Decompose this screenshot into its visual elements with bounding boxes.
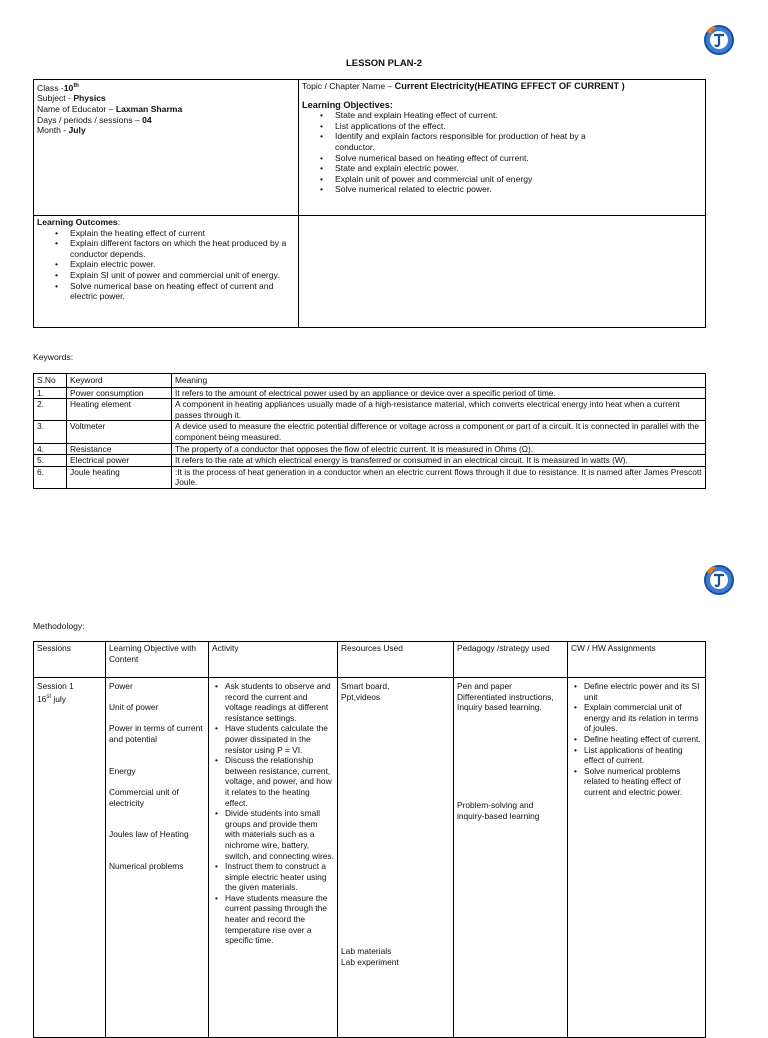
school-logo-icon [701,22,735,56]
objective-item: • Identify and explain factors responsible for production of heat by a conductor. [302,131,702,152]
assignment-item: • Explain commercial unit of energy and its relation in terms of joules. [571,702,702,734]
assignments-list [571,681,702,798]
activity-item: • Have students measure the current passing through the heater and record the temperature rise over a specific time. [212,893,334,946]
class-details-cell: Class -10th Subject - Physics Name of Educator – Laxman Sharma Days / periods / sessions – 04 Month - July [34,80,299,216]
objective-item: • State and explain electric power. [302,163,702,174]
activity-list [212,681,334,946]
assignment-item: • List applications of heating effect of current. [571,745,702,766]
activity-cell [209,678,338,1038]
outcomes-cell: Learning Outcomes: • Explain the heating effect of current • Explain different factors on which the heat produced by a conductor depends. • Explain electric power. • Explain SI unit of power and commercial unit of energy. • Solve numerical base on heating effect of current and electric power. [34,216,299,328]
objective-item: • List applications of the effect. [302,121,702,132]
keywords-table [33,373,706,489]
objectives-list [302,110,702,195]
outcome-item: • Explain SI unit of power and commercial unit of energy. [37,270,295,281]
col-header-keyword: Keyword [67,374,172,388]
outcomes-heading: Learning Outcomes [37,217,118,227]
outcome-item: • Solve numerical base on heating effect of current and electric power. [37,281,295,302]
outcome-item: • Explain the heating effect of current [37,228,295,239]
methodology-table [33,641,706,1038]
outcome-item: • Explain different factors on which the heat produced by a conductor depends. [37,238,295,259]
school-logo-icon-2 [701,562,735,596]
objective-item: • State and explain Heating effect of current. [302,110,702,121]
resources-cell: Smart board, Ppt,videos Lab materials Lab experiment [338,678,454,1038]
objective-item: • Solve numerical related to electric power. [302,184,702,195]
activity-item: • Divide students into small groups and provide them with materials such as a nichrome wire, battery, switch, and connecting wires. [212,808,334,861]
empty-cell [299,216,706,328]
col-header-sno: S.No [34,374,67,388]
table-row: 3. Voltmeter A device used to measure the electric potential difference or voltage across a component or part of a circuit. It is connected in parallel with the component being measured. [34,421,706,443]
assignment-item: • Define electric power and its SI unit [571,681,702,702]
col-header-activity: Activity [209,642,338,678]
outcomes-list [37,228,295,302]
activity-item: • Discuss the relationship between resistance, current, voltage, and power, and how it relates to the heating effect. [212,755,334,808]
col-header-resources: Resources Used [338,642,454,678]
keywords-label: Keywords: [33,352,74,362]
lesson-info-table [33,79,706,328]
table-row: 6. Joule heating :It is the process of heat generation in a conductor when an electric current flows through it due to resistance. It is named after James Prescott Joule. [34,466,706,488]
table-row: 2. Heating element A component in heating appliances usually made of a high-resistance material, which converts electrical energy into heat when a current passes through it. [34,399,706,421]
col-header-objective: Learning Objective with Content [106,642,209,678]
assignment-item: • Solve numerical problems related to heating effect of current and electric power. [571,766,702,798]
activity-item: • Have students calculate the power dissipated in the resistor using P = VI. [212,723,334,755]
table-row [34,678,706,1038]
objective-item: • Solve numerical based on heating effect of current. [302,153,702,164]
assignment-item: • Define heating effect of current. [571,734,702,745]
activity-item: • Ask students to observe and record the current and voltage readings at different resistance settings. [212,681,334,723]
table-row: 5. Electrical power It refers to the rate at which electrical energy is transferred or consumed in an electrical circuit. It is measured in watts (W). [34,455,706,467]
page-title: LESSON PLAN-2 [345,58,422,69]
outcome-item: • Explain electric power. [37,259,295,270]
col-header-sessions: Sessions [34,642,106,678]
table-row: 1. Power consumption It refers to the amount of electrical power used by an appliance or device over a specific period of time. [34,387,706,399]
objectives-heading: Learning Objectives: [302,99,393,110]
col-header-pedagogy: Pedagogy /strategy used [454,642,568,678]
assignments-cell [568,678,706,1038]
activity-item: • Instruct them to construct a simple electric heater using the given materials. [212,861,334,893]
objective-item: • Explain unit of power and commercial unit of energy [302,174,702,185]
session-cell: Session 1 16st july [34,678,106,1038]
pedagogy-cell: Pen and paper Differentiated instructions, Inquiry based learning. Problem-solving and inquiry-based learning [454,678,568,1038]
topic-objectives-cell: Topic / Chapter Name – Current Electricity(HEATING EFFECT OF CURRENT ) Learning Objectives: • State and explain Heating effect of current. • List applications of the effect. • Identify and explain factors responsible for production of heat by a conductor. • Solve numerical based on heating effect of current. • State and explain electric power. • Explain unit of power and commercial unit of energy • Solve numerical related to electric power. [299,80,706,216]
methodology-label: Methodology: [33,621,85,631]
col-header-assignments: CW / HW Assignments [568,642,706,678]
content-cell: Power Unit of power Power in terms of current and potential Energy Commercial unit of electricity Joules law of Heating Numerical problems [106,678,209,1038]
col-header-meaning: Meaning [172,374,706,388]
table-row: 4. Resistance The property of a conductor that opposes the flow of electric current. It is measured in Ohms (Ω). [34,443,706,455]
